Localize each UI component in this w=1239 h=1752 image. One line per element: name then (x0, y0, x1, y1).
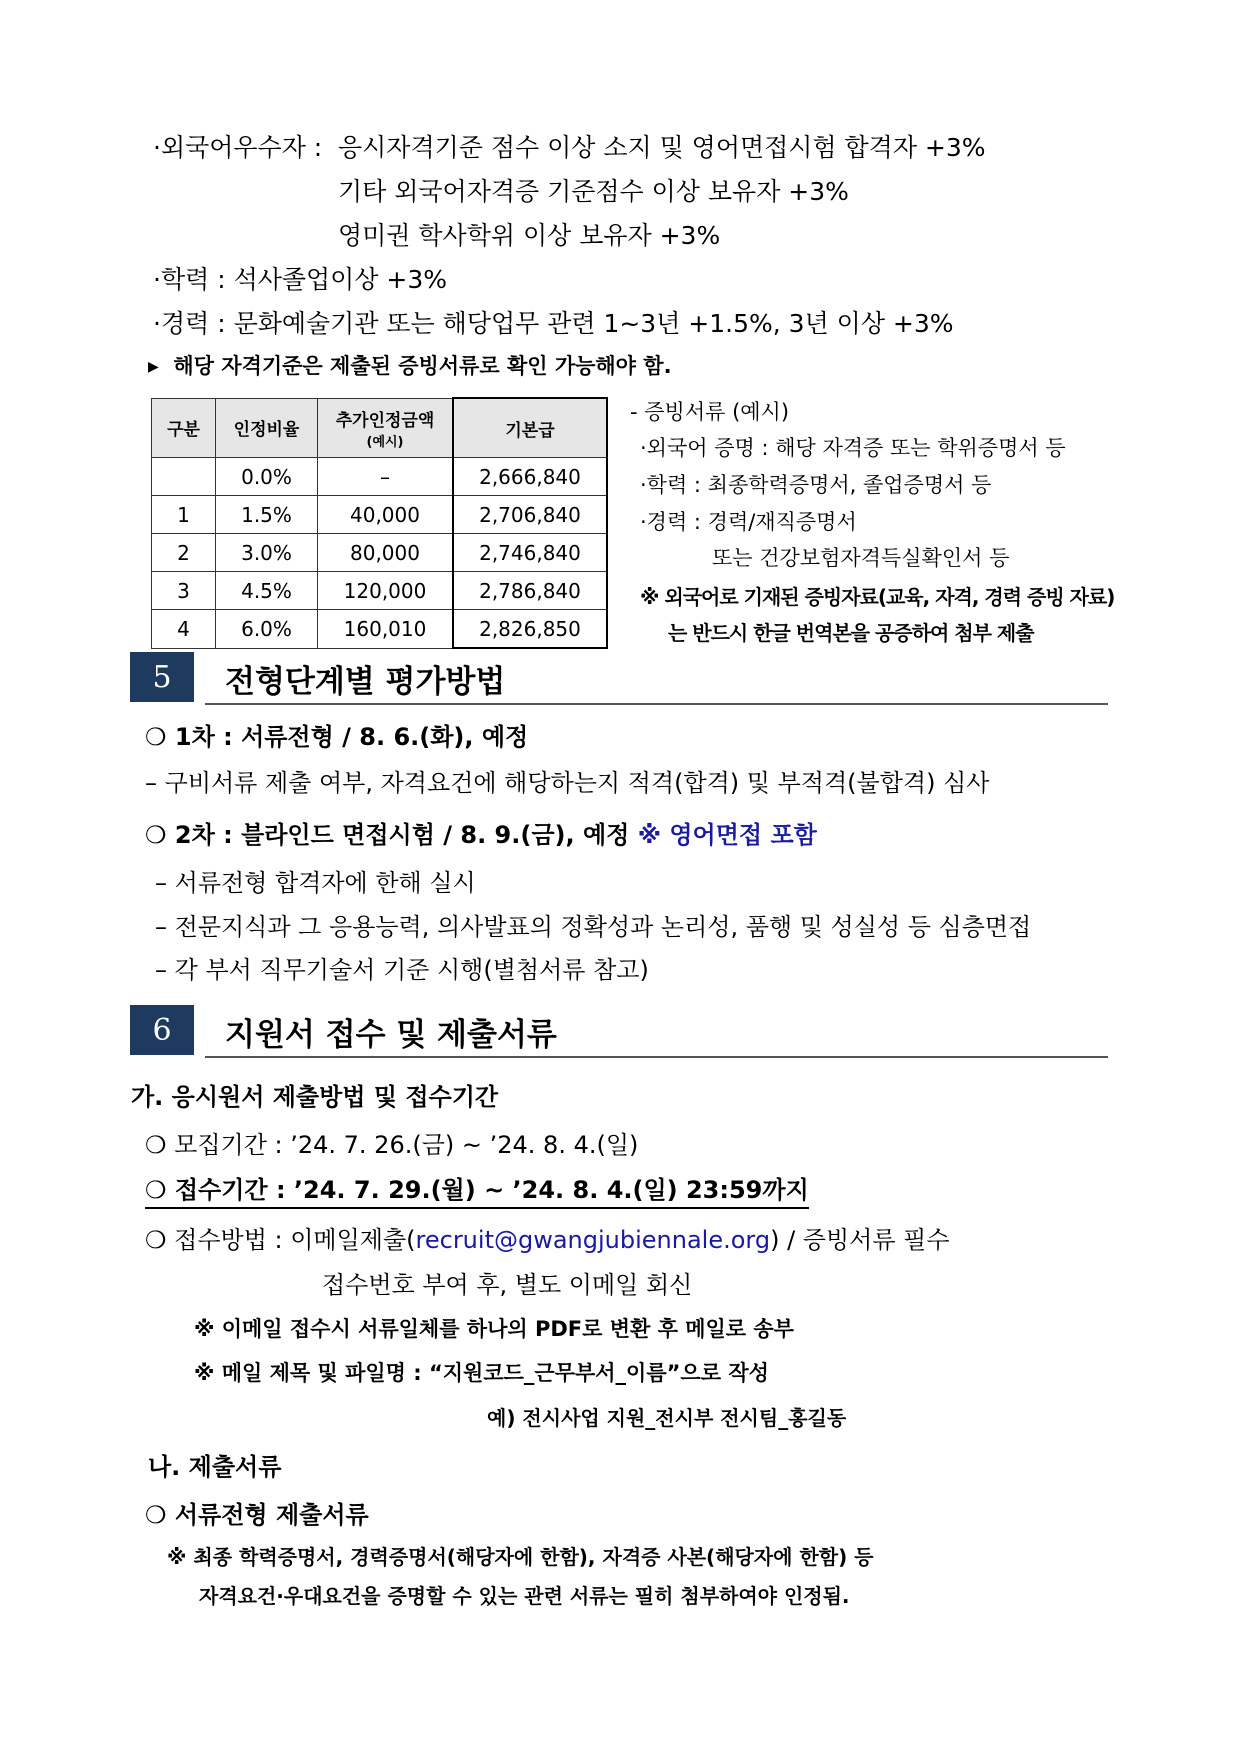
evidence-edu: ·학력 : 최종학력증명서, 졸업증명서 등 (640, 473, 992, 497)
receipt-period: ❍ 접수기간 : ’24. 7. 29.(월) ~ ’24. 8. 4.(일) 23:59까지 (145, 1170, 809, 1209)
table-header-row (152, 398, 608, 458)
cell-extra: 40,000 (318, 496, 454, 534)
table-row (152, 496, 608, 534)
table-row (152, 458, 608, 496)
cell-extra: 80,000 (318, 534, 454, 572)
foreign-label: ·외국어우수자 : (153, 133, 323, 162)
step-2-heading (145, 815, 817, 850)
table-row (152, 610, 608, 649)
col-header-extra (318, 398, 454, 458)
cell-rate: 3.0% (216, 534, 318, 572)
evidence-title: - 증빙서류 (예시) (630, 400, 790, 424)
section-5-rule (205, 703, 1108, 705)
evidence-note-1: ※ 외국어로 기재된 증빙자료(교육, 자격, 경력 증빙 자료) (640, 585, 1115, 609)
foreign-line-2: 기타 외국어자격증 기준점수 이상 보유자 +3% (338, 177, 849, 206)
docs-title: ❍ 서류전형 제출서류 (145, 1501, 369, 1529)
cell-extra: – (318, 458, 454, 496)
quals-note-text: 해당 자격기준은 제출된 증빙서류로 확인 가능해야 함. (173, 354, 672, 378)
section-6-title: 지원서 접수 및 제출서류 (225, 1017, 557, 1053)
evidence-foreign: ·외국어 증명 : 해당 자격증 또는 학위증명서 등 (640, 436, 1066, 460)
step-2-desc-3: – 각 부서 직무기술서 기준 시행(별첨서류 참고) (155, 956, 649, 984)
cell-rate: 6.0% (216, 610, 318, 649)
receipt-method-label: ❍ 접수방법 : 이메일제출( (145, 1226, 416, 1254)
cell-category: 2 (152, 534, 216, 572)
step-2-heading-text: ❍ 2차 : 블라인드 면접시험 / 8. 9.(금), 예정 (145, 821, 630, 849)
section-5-number: 5 (130, 652, 194, 702)
cell-category: 1 (152, 496, 216, 534)
section-5-title: 전형단계별 평가방법 (225, 664, 506, 700)
subsection-b-title: 나. 제출서류 (148, 1453, 282, 1481)
email-note-1: ※ 이메일 접수시 서류일체를 하나의 PDF로 변환 후 메일로 송부 (194, 1317, 794, 1341)
receipt-method-tail: ) / 증빙서류 필수 (770, 1226, 950, 1254)
step-1-desc: – 구비서류 제출 여부, 자격요건에 해당하는지 적격(합격) 및 부적격(불합격) 심사 (145, 769, 990, 797)
receipt-method (145, 1220, 950, 1255)
docs-note-1: ※ 최종 학력증명서, 경력증명서(해당자에 한함), 자격증 사본(해당자에 한함) 등 (167, 1545, 874, 1569)
col-header-extra-label: 추가인정금액 (335, 410, 435, 431)
foreign-line-3: 영미권 학사학위 이상 보유자 +3% (338, 221, 721, 250)
edu-line: ·학력 : 석사졸업이상 +3% (153, 265, 448, 294)
cell-extra: 160,010 (318, 610, 454, 649)
cell-category (152, 458, 216, 496)
cell-base: 2,786,840 (453, 572, 607, 610)
col-header-base: 기본급 (453, 398, 607, 458)
docs-note-2: 자격요건·우대요건을 증명할 수 있는 관련 서류는 필히 첨부하여야 인정됨. (199, 1584, 850, 1608)
cell-category: 3 (152, 572, 216, 610)
cell-rate: 1.5% (216, 496, 318, 534)
receipt-method-2: 접수번호 부여 후, 별도 이메일 회신 (322, 1271, 693, 1299)
step-2-note: ※ 영어면접 포함 (637, 821, 817, 849)
evidence-career: ·경력 : 경력/재직증명서 (640, 510, 857, 534)
table-row (152, 534, 608, 572)
cell-category: 4 (152, 610, 216, 649)
col-header-extra-sub: (예시) (366, 434, 404, 450)
step-1-heading: ❍ 1차 : 서류전형 / 8. 6.(화), 예정 (145, 723, 529, 751)
section-6-number: 6 (130, 1005, 194, 1055)
salary-table (151, 397, 608, 649)
email-note-2: ※ 메일 제목 및 파일명 : “지원코드_근무부서_이름”으로 작성 (194, 1361, 769, 1385)
cell-base: 2,666,840 (453, 458, 607, 496)
col-header-rate: 인정비율 (216, 398, 318, 458)
cell-extra: 120,000 (318, 572, 454, 610)
cell-base: 2,826,850 (453, 610, 607, 649)
recruit-period: ❍ 모집기간 : ’24. 7. 26.(금) ~ ’24. 8. 4.(일) (145, 1131, 639, 1159)
quals-note (148, 350, 672, 380)
section-6-rule (205, 1056, 1108, 1058)
cell-base: 2,746,840 (453, 534, 607, 572)
step-2-desc-1: – 서류전형 합격자에 한해 실시 (155, 869, 476, 897)
step-2-desc-2: – 전문지식과 그 응용능력, 의사발표의 정확성과 논리성, 품행 및 성실성 등 심층면접 (155, 913, 1032, 941)
cell-rate: 4.5% (216, 572, 318, 610)
cell-rate: 0.0% (216, 458, 318, 496)
foreign-line-1: 응시자격기준 점수 이상 소지 및 영어면접시험 합격자 +3% (338, 133, 986, 162)
filename-example: 예) 전시사업 지원_전시부 전시팀_홍길동 (487, 1406, 847, 1430)
email-link[interactable]: recruit@gwangjubiennale.org (415, 1226, 771, 1254)
table-row (152, 572, 608, 610)
col-header-category: 구분 (152, 398, 216, 458)
evidence-career-2: 또는 건강보험자격득실확인서 등 (712, 546, 1010, 570)
triangle-icon: ▶ (148, 359, 159, 375)
subsection-a-title: 가. 응시원서 제출방법 및 접수기간 (131, 1083, 499, 1111)
evidence-note-2: 는 반드시 한글 번역본을 공증하여 첨부 제출 (668, 621, 1034, 645)
cell-base: 2,706,840 (453, 496, 607, 534)
career-line: ·경력 : 문화예술기관 또는 해당업무 관련 1~3년 +1.5%, 3년 이상 +3% (153, 309, 954, 338)
